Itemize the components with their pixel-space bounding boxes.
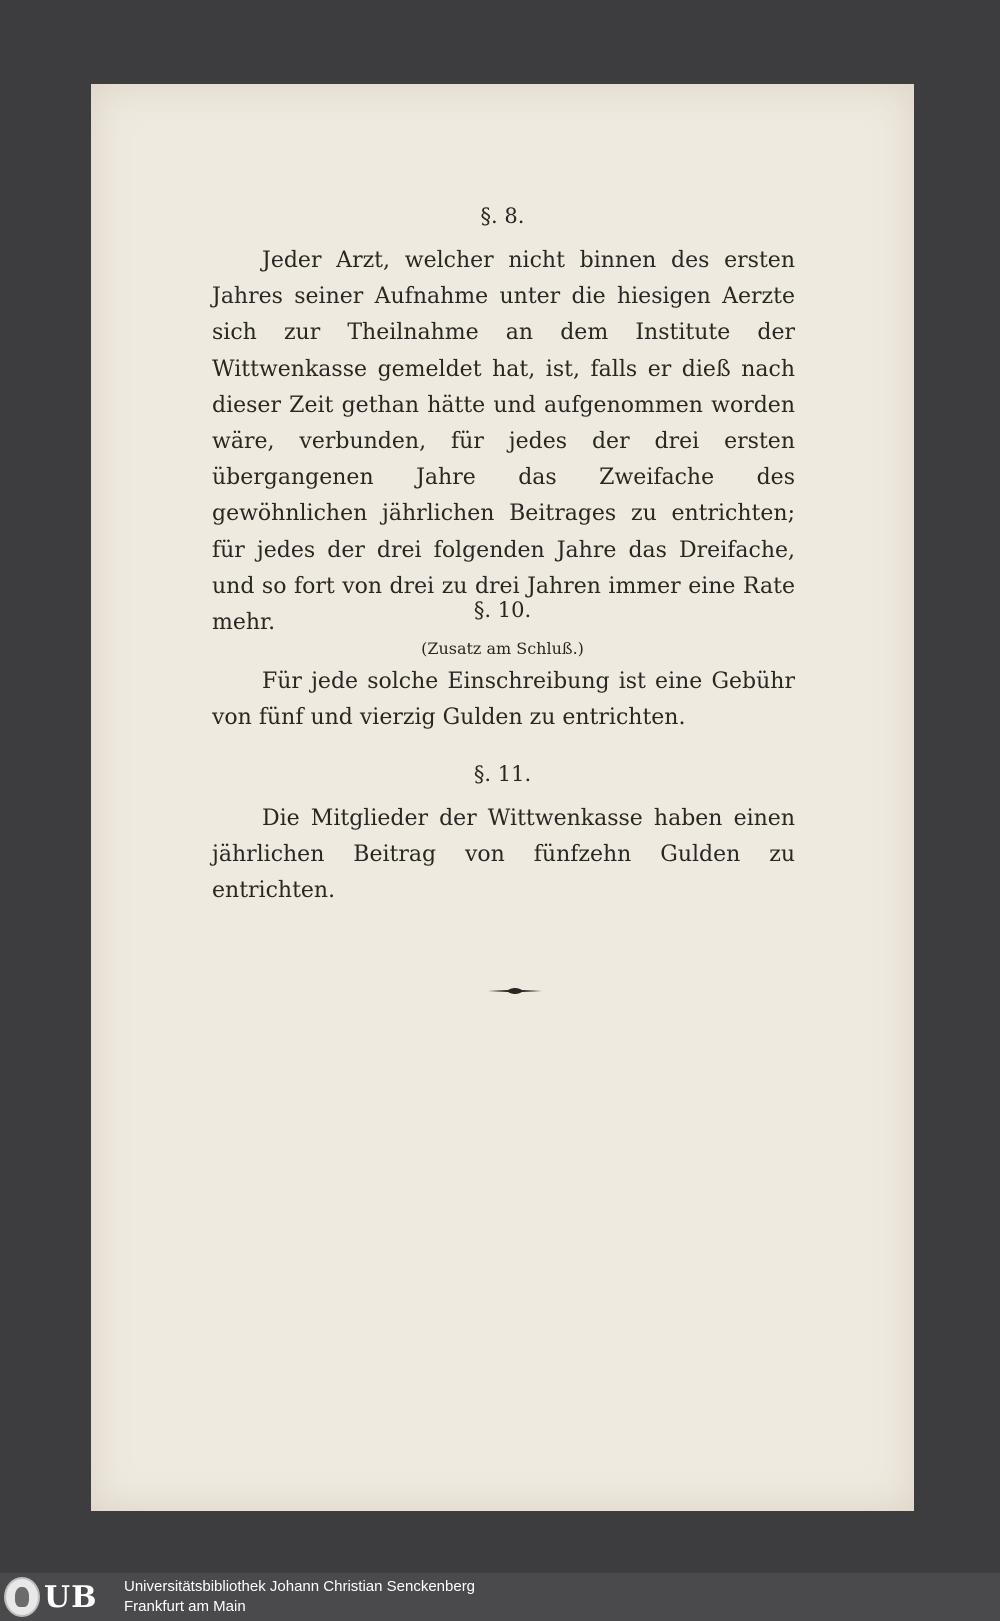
ornament-divider [488,986,542,996]
section-8-paragraph: Jeder Arzt, welcher nicht binnen des ersten Jahres seiner Aufnahme unter die hiesigen Aerzte sich zur Theilnahme an dem Institute der Wittwenkasse gemeldet hat, ist, falls er dieß nach dieser Zeit gethan hätte und aufgenommen worden wäre, verbunden, für jedes der drei ersten übergangenen Jahre das Zweifache des gewöhnlichen jährlichen Beitrages zu entrichten; für jedes der drei folgenden Jahre das Dreifache, und so fort von drei zu drei Jahren immer eine Rate mehr. [212,248,795,636]
footer-caption [124,1577,475,1617]
section-11-heading: §. 11. [473,762,532,786]
footer-library-city: Frankfurt am Main [124,1598,246,1615]
seal-icon [4,1577,40,1617]
footer-library-name: Universitätsbibliothek Johann Christian Senckenberg [124,1578,476,1595]
section-10-paragraph: Für jede solche Einschreibung ist eine Gebühr von fünf und vierzig Gulden zu entrichten. [212,669,795,731]
footer-bar [0,1573,1000,1621]
section-11-text [212,801,795,910]
logo-text: UB [44,1579,98,1615]
scanned-page [91,84,914,1511]
section-10-subheading: (Zusatz am Schluß.) [421,639,584,658]
section-8-text [212,243,795,641]
section-11-paragraph: Die Mitglieder der Wittwenkasse haben einen jährlichen Beitrag von fünfzehn Gulden zu entrichten. [212,806,795,904]
library-logo[interactable] [0,1573,116,1621]
section-10-heading: §. 10. [473,598,532,622]
section-10-text [212,664,795,736]
section-8-heading: §. 8. [480,204,525,228]
